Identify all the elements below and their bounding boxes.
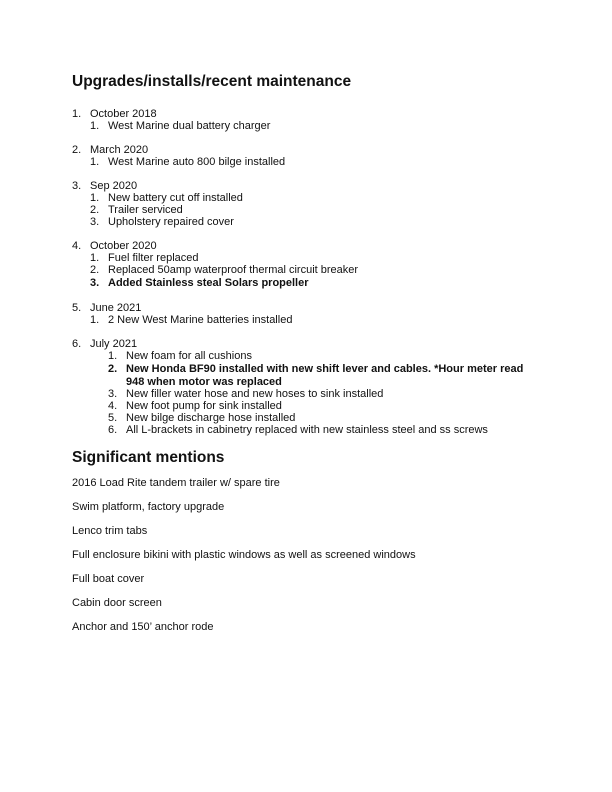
upgrade-number: 4. — [72, 240, 82, 252]
item-number: 1. — [90, 252, 100, 264]
upgrade-date: Sep 2020 — [90, 180, 138, 192]
mention-item: Lenco trim tabs — [72, 525, 148, 537]
item-text: 2 New West Marine batteries installed — [108, 314, 293, 326]
item-text: New foam for all cushions — [126, 350, 252, 362]
item-number: 1. — [90, 120, 100, 132]
item-text: New bilge discharge hose installed — [126, 412, 296, 424]
item-number: 1. — [90, 314, 100, 326]
mention-item: Full enclosure bikini with plastic windows as well as screened windows — [72, 549, 416, 561]
item-number: 1. — [108, 350, 118, 362]
mention-item: Anchor and 150’ anchor rode — [72, 621, 214, 633]
item-number: 2. — [90, 204, 100, 216]
item-number: 4. — [108, 400, 118, 412]
upgrade-number: 1. — [72, 108, 82, 120]
item-number: 5. — [108, 412, 118, 424]
item-text: West Marine auto 800 bilge installed — [108, 156, 286, 168]
item-text: Fuel filter replaced — [108, 252, 199, 264]
upgrade-number: 5. — [72, 302, 82, 314]
item-number: 1. — [90, 156, 100, 168]
upgrade-number: 3. — [72, 180, 82, 192]
item-text: Replaced 50amp waterproof thermal circuit breaker — [108, 264, 359, 276]
upgrade-number: 2. — [72, 144, 82, 156]
item-number: 2. — [90, 264, 100, 276]
item-text: West Marine dual battery charger — [108, 120, 271, 132]
upgrade-date: July 2021 — [90, 338, 138, 350]
upgrade-date: October 2018 — [90, 108, 157, 120]
mention-item: 2016 Load Rite tandem trailer w/ spare tire — [72, 477, 280, 489]
item-text-bold: Added Stainless steal Solars propeller — [108, 277, 309, 289]
item-number: 3. — [90, 277, 100, 289]
heading-mentions: Significant mentions — [72, 449, 225, 466]
item-text-bold: 948 when motor was replaced — [126, 376, 282, 388]
item-text: New filler water hose and new hoses to sink installed — [126, 388, 384, 400]
upgrade-date: March 2020 — [90, 144, 149, 156]
upgrade-number: 6. — [72, 338, 82, 350]
mention-item: Swim platform, factory upgrade — [72, 501, 225, 513]
item-text-bold: New Honda BF90 installed with new shift lever and cables. *Hour meter read — [126, 363, 524, 375]
item-text: New foot pump for sink installed — [126, 400, 282, 412]
item-number: 3. — [108, 388, 118, 400]
item-text: Trailer serviced — [108, 204, 183, 216]
item-text: All L-brackets in cabinetry replaced with new stainless steel and ss screws — [126, 424, 488, 436]
mention-item: Cabin door screen — [72, 597, 162, 609]
upgrade-date: October 2020 — [90, 240, 157, 252]
item-number: 3. — [90, 216, 100, 228]
item-number: 2. — [108, 363, 118, 375]
item-number: 1. — [90, 192, 100, 204]
upgrade-date: June 2021 — [90, 302, 142, 314]
item-number: 6. — [108, 424, 118, 436]
heading-upgrades: Upgrades/installs/recent maintenance — [72, 73, 352, 90]
item-text: New battery cut off installed — [108, 192, 243, 204]
mention-item: Full boat cover — [72, 573, 145, 585]
item-text: Upholstery repaired cover — [108, 216, 234, 228]
